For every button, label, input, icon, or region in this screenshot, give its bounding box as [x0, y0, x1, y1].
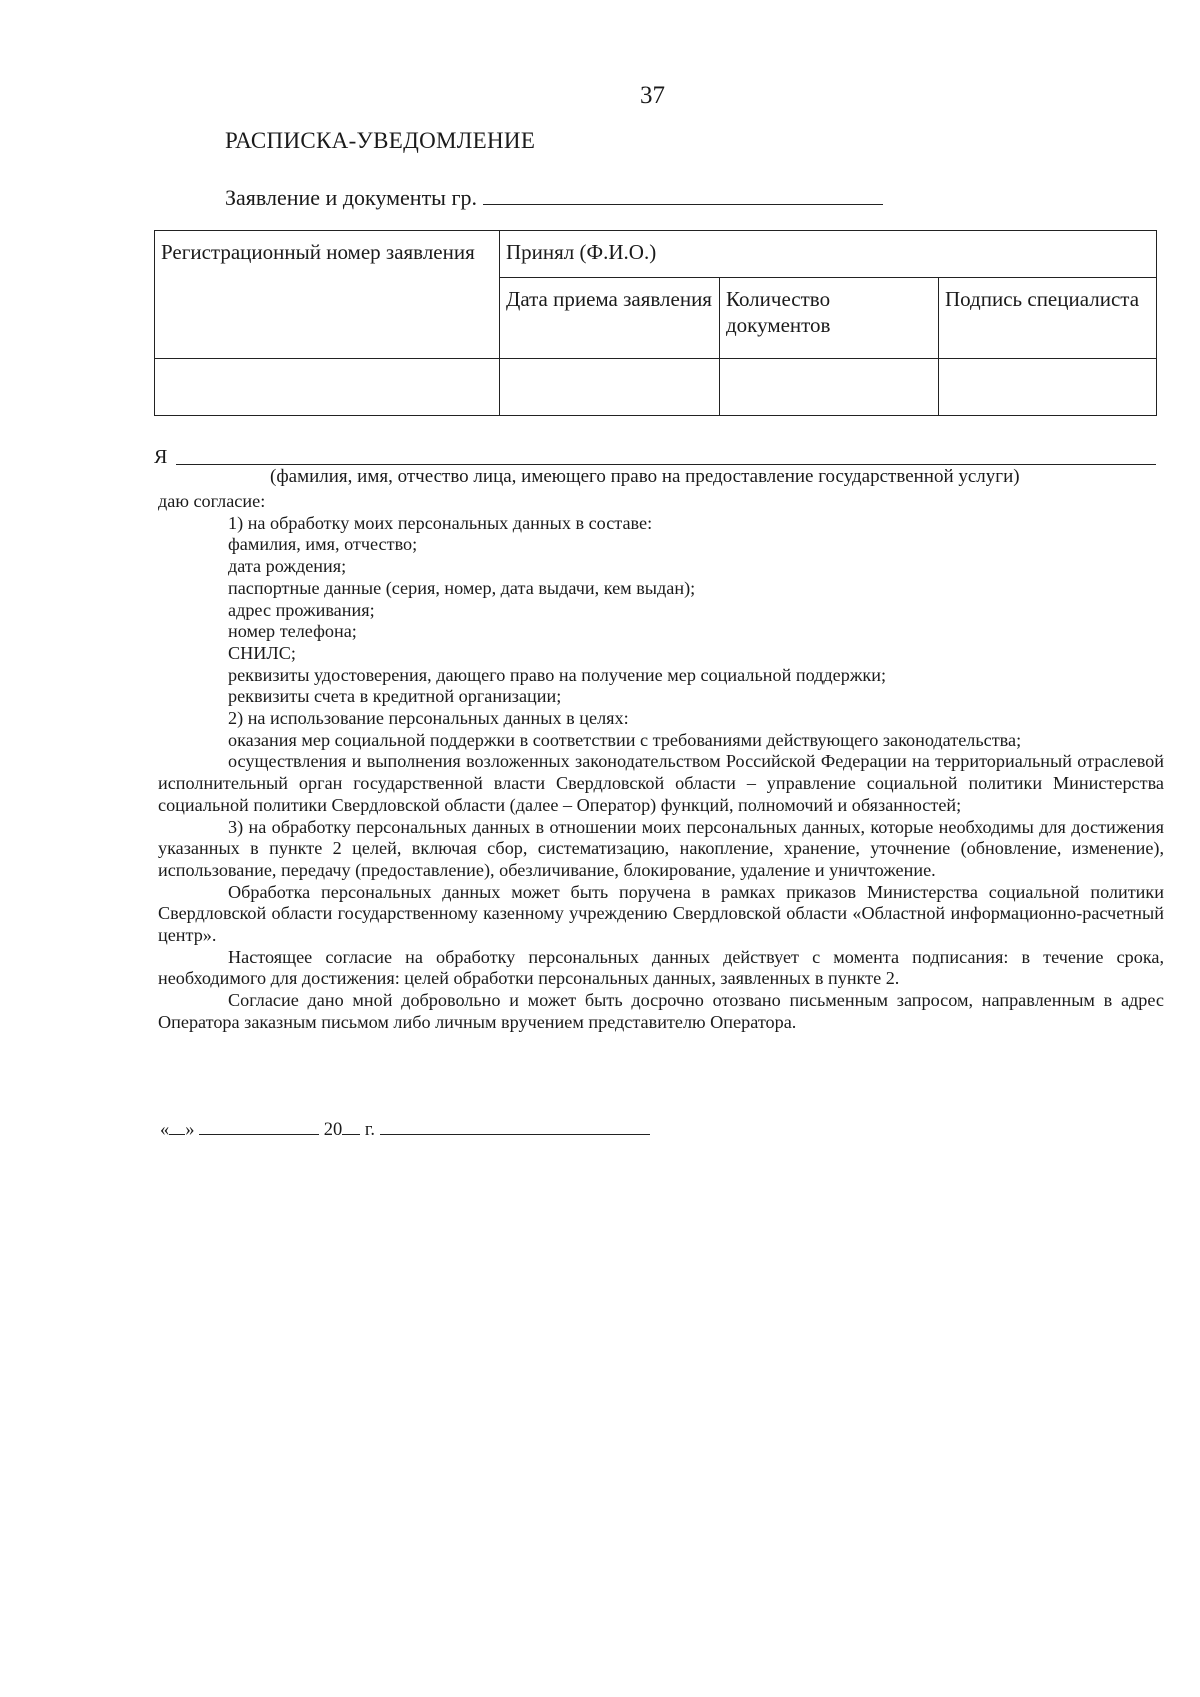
consent-line: фамилия, имя, отчество;: [228, 534, 418, 555]
accepted-by-header: Принял (Ф.И.О.): [500, 231, 1157, 278]
applicant-label: Заявление и документы гр.: [225, 185, 477, 210]
doc-count-header: Количество документов: [720, 278, 939, 359]
date-received-header: Дата приема заявления: [500, 278, 720, 359]
month-blank: [199, 1118, 319, 1135]
century-label: 20: [323, 1120, 343, 1140]
consent-line: 2) на использование персональных данных в целях:: [228, 708, 629, 729]
consent-name-blank: [176, 464, 1156, 465]
document-title: РАСПИСКА-УВЕДОМЛЕНИЕ: [225, 128, 536, 153]
consent-line: осуществления и выполнения возложенных законодательством Российской Федерации на территориальный отраслевой исполнительный орган государственной власти Свердловской области – управление социальной политики Министерства социальной политики Свердловской области (далее – Оператор) функций, полномочий и обязанностей;: [158, 751, 1164, 815]
consent-line: оказания мер социальной поддержки в соответствии с требованиями действующего законодательства;: [228, 729, 1022, 750]
close-quote: »: [185, 1120, 195, 1140]
ya-label: Я: [154, 446, 168, 468]
consent-line: Согласие дано мной добровольно и может быть досрочно отозвано письменным запросом, направленным в адрес Оператора заказным письмом либо личным вручением представителю Оператора.: [158, 990, 1164, 1032]
receipt-table: [154, 230, 1157, 416]
date-signature-line: [160, 1118, 650, 1141]
consent-line: 1) на обработку моих персональных данных в составе:: [228, 512, 653, 533]
consent-body: [158, 491, 1164, 1034]
applicant-line: [225, 185, 883, 211]
year-blank: [342, 1118, 360, 1135]
consent-line: дата рождения;: [228, 556, 347, 577]
date-received-cell: [500, 359, 720, 416]
signature-header: Подпись специалиста: [939, 278, 1157, 359]
doc-count-cell: [720, 359, 939, 416]
consent-line: реквизиты счета в кредитной организации;: [228, 686, 562, 707]
consent-line: номер телефона;: [228, 621, 357, 642]
consent-line: даю согласие:: [158, 491, 266, 511]
year-suffix: г.: [364, 1120, 376, 1140]
applicant-name-blank: [483, 186, 883, 205]
day-blank: [169, 1118, 185, 1135]
consent-line: паспортные данные (серия, номер, дата выдачи, кем выдан);: [228, 577, 696, 598]
signature-blank: [380, 1118, 650, 1135]
consent-line: 3) на обработку персональных данных в отношении моих персональных данных, которые необходимы для достижения указанных в пункте 2 целей, включая сбор, систематизацию, накопление, хранение, уточнение (обновление, изменение), использование, передачу (предоставление), обезличивание, блокирование, удаление и уничтожение.: [158, 816, 1164, 880]
consent-line: Обработка персональных данных может быть поручена в рамках приказов Министерства социальной политики Свердловской области государственному казенному учреждению Свердловской области «Областной информационно-расчетный центр».: [158, 881, 1164, 946]
consent-line: СНИЛС;: [228, 642, 296, 663]
open-quote: «: [160, 1120, 170, 1140]
consent-name-caption: (фамилия, имя, отчество лица, имеющего право на предоставление государственной услуги): [270, 466, 1020, 487]
consent-line: реквизиты удостоверения, дающего право на получение мер социальной поддержки;: [228, 664, 887, 685]
signature-cell: [939, 359, 1157, 416]
reg-number-header: Регистрационный номер заявления: [155, 231, 500, 359]
consent-line: адрес проживания;: [228, 599, 375, 620]
reg-number-cell: [155, 359, 500, 416]
consent-line: Настоящее согласие на обработку персональных данных действует с момента подписания: в течение срока, необходимого для достижения: целей обработки персональных данных, заявленных в пункте 2.: [158, 946, 1164, 989]
page-number: 37: [640, 82, 665, 109]
